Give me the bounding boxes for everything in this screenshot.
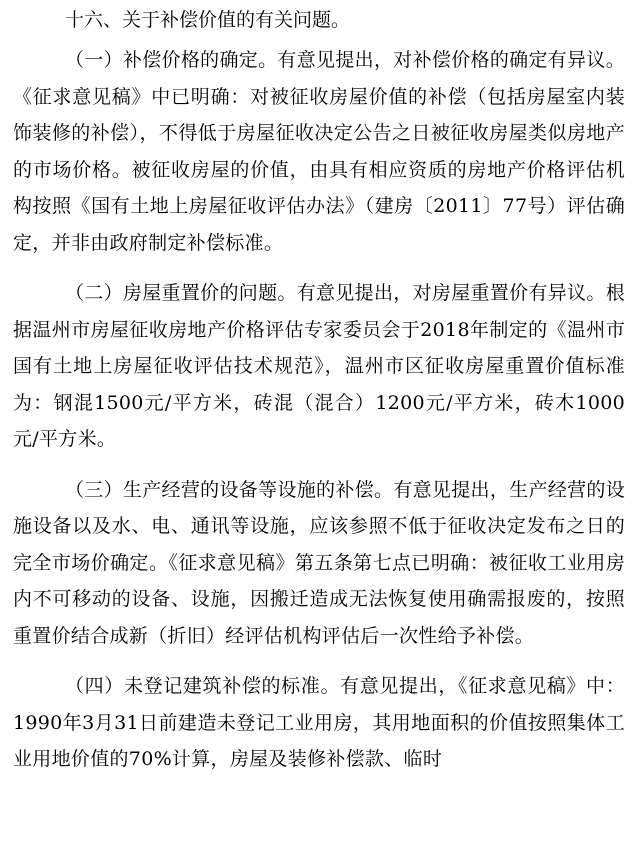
paragraph-unregistered-buildings: （四）未登记建筑补偿的标准。有意见提出，《征求意见稿》中：1990年3月31日前建造未登记工业用房，其用地面积的价值按照集体工业用地价值的70%计算，房屋及装修补偿款、临时	[13, 675, 625, 770]
paragraph-compensation-price: （一）补偿价格的确定。有意见提出，对补偿价格的确定有异议。《征求意见稿》中已明确：对被征收房屋价值的补偿（包括房屋室内装饰装修的补偿），不得低于房屋征收决定公告之日被征收房屋类似房地产的市场价格。被征收房屋的价值，由具有相应资质的房地产价格评估机构按照《国有土地上房屋征收评估办法》（建房〔2011〕77号）评估确定，并非由政府制定补偿标准。	[13, 49, 625, 254]
section-heading: 十六、关于补偿价值的有关问题。	[65, 9, 351, 31]
paragraph-replacement-cost: （二）房屋重置价的问题。有意见提出，对房屋重置价有异议。根据温州市房屋征收房地产价格评估专家委员会于2018年制定的《温州市国有土地上房屋征收评估技术规范》，温州市区征收房屋重置价值标准为：钢混1500元/平方米，砖混（混合）1200元/平方米，砖木1000元/平方米。	[13, 282, 625, 450]
paragraph-equipment-compensation: （三）生产经营的设备等设施的补偿。有意见提出，生产经营的设施设备以及水、电、通讯等设施，应该参照不低于征收决定发布之日的完全市场价确定。《征求意见稿》第五条第七点已明确：被征收工业用房内不可移动的设备、设施，因搬迁造成无法恢复使用确需报废的，按照重置价结合成新（折旧）经评估机构评估后一次性给予补偿。	[13, 478, 625, 647]
